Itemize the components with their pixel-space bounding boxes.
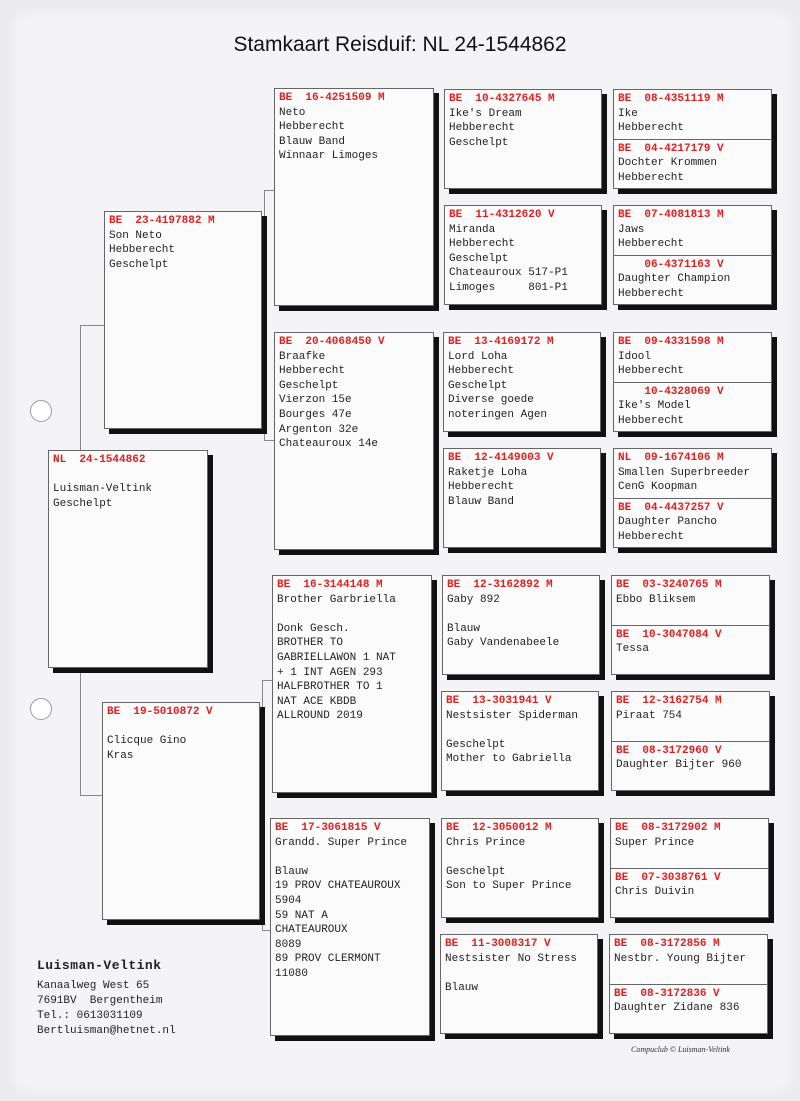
pigeon-info-line: ALLROUND 2019 [277,710,363,723]
pigeon-info-line: 59 NAT A [275,909,328,922]
pigeon-info-line: Chris Duivin [615,886,695,899]
gg-grandparent-pair-card [613,89,772,189]
pigeon-info-line: Hebberecht [618,365,685,378]
pigeon-info-line: Brother Garbriella [277,593,396,606]
ring-number: BE 04-4437257 V [618,501,724,514]
dam-section [614,255,771,302]
ring-number: 10-4328069 V [618,385,724,398]
pigeon-info-line: Blauw Band [448,495,515,508]
ring-number: BE 08-3172836 V [614,987,720,1000]
gg-grandparent-pair-card [613,205,772,305]
pigeon-info-line: Ike [618,107,638,120]
pigeon-info-line [616,607,765,622]
ring-number: NL 09-1674106 M [618,452,724,464]
pigeon-info-line: Daughter Zidane 836 [614,1002,740,1015]
pigeon-info-line: Hebberecht [618,414,685,427]
pigeon-info-line: Chateauroux 517-P1 [449,267,568,280]
pigeon-info-line: Argenton 32e [279,423,359,436]
ring-number: BE 09-4331598 M [618,336,724,348]
pigeon-info-line: Ike's Dream [449,107,522,120]
pigeon-info-line: noteringen Agen [448,408,548,421]
connector-line [262,680,263,930]
pigeon-info-line: Hebberecht [279,121,346,134]
pigeon-info-line: Hebberecht [449,238,516,251]
ring-number: BE 08-3172960 V [616,744,722,757]
pigeon-info-line: Hebberecht [618,122,685,135]
pigeon-info-line: Son to Super Prince [446,880,572,893]
pigeon-info-line: 11080 [275,967,309,980]
pigeon-info-line: CenG Koopman [618,481,698,494]
ring-number: BE 11-3008317 V [445,938,551,950]
owner-block [37,958,176,1039]
pigeon-info-line: Hebberecht [448,481,515,494]
pigeon-info-line: Clicque Gino [107,735,187,748]
pigeon-info-line: Dochter Krommen [618,157,718,170]
ring-number: BE 11-4312620 V [449,209,555,221]
pigeon-info-line: Donk Gesch. [277,622,350,635]
great-grandparent-card [440,934,598,1034]
pigeon-info-line: Geschelpt [279,379,339,392]
ring-number: BE 07-3038761 V [615,871,721,884]
ring-number: BE 17-3061815 V [275,822,381,834]
pigeon-info-line: Jaws [618,223,645,236]
owner-name: Luisman-Veltink [37,958,162,973]
connector-line [264,190,265,440]
credit-text: Compuclub © Luisman-Veltink [631,1045,730,1054]
pigeon-info-line: Winnaar Limoges [279,150,379,163]
grandparent-card [270,818,430,1036]
gg-grandparent-pair-card [613,448,772,548]
ring-number: BE 13-3031941 V [446,695,552,707]
ring-number: BE 12-4149003 V [448,452,554,464]
owner-email: Bertluisman@hetnet.nl [37,1025,176,1037]
pigeon-info-line [614,966,763,981]
gg-grandparent-pair-card [609,934,768,1034]
pigeon-info-line [446,723,594,738]
great-grandparent-card [442,575,600,675]
pigeon-info-line: Lord Loha [448,350,508,363]
pigeon-info-line: Hebberecht [618,287,685,300]
connector-line [80,669,81,795]
pigeon-info-line [53,468,203,483]
dam-section [610,984,767,1016]
pigeon-info-line: Tessa [616,643,650,656]
pigeon-info-line: Ike's Model [618,400,691,413]
connector-line [264,190,274,191]
pigeon-info-line: Hebberecht [618,238,685,251]
pigeon-info-line: Limoges 801-P1 [449,281,568,294]
pigeon-info-line [277,607,427,622]
pigeon-info-line: Neto [279,106,306,119]
grandparent-card [274,332,434,550]
pigeon-info-line: Nestbr. Young Bijter [614,952,747,965]
pigeon-info-line: Blauw [275,865,309,878]
ring-number: BE 10-3047084 V [616,628,722,641]
pigeon-info-line: 89 PROV CLERMONT [275,953,381,966]
owner-street: Kanaalweg West 65 [37,980,150,992]
connector-line [80,325,104,326]
punch-hole [30,400,52,422]
ring-number: BE 12-3050012 M [446,822,552,834]
pigeon-info-line: GABRIELLAWON 1 NAT [277,651,396,664]
pigeon-info-line: HALFBROTHER TO 1 [277,681,383,694]
ring-number: BE 12-3162892 M [447,579,553,591]
pigeon-info-line: Son Neto [109,229,162,242]
dam-section [612,625,769,657]
pigeon-info-line: Hebberecht [448,365,515,378]
pigeon-info-line: Blauw Band [279,135,346,148]
pigeon-info-line: Super Prince [615,836,695,849]
grandparent-card [274,88,434,306]
pigeon-info-line: Bourges 47e [279,408,352,421]
pigeon-info-line [447,607,595,622]
subject-card [48,450,208,668]
pigeon-info-line: Geschelpt [446,738,506,751]
pigeon-info-line: Geschelpt [449,136,509,149]
dam-section [614,498,771,545]
gg-grandparent-pair-card [610,818,769,918]
ring-number: BE 16-3144148 M [277,579,383,591]
ring-number: BE 08-3172856 M [614,938,720,950]
connector-line [264,440,274,441]
pigeon-info-line: Braafke [279,350,326,363]
pigeon-info-line [275,850,425,865]
pigeon-info-line: Hebberecht [109,244,176,257]
pigeon-info-line: NAT ACE KBDB [277,695,357,708]
pigeon-info-line: Blauw [445,981,479,994]
gg-grandparent-pair-card [611,691,770,791]
pigeon-info-line: Miranda [449,223,496,236]
pigeon-info-line: Gaby Vandenabeele [447,637,560,650]
ring-number: BE 20-4068450 V [279,336,385,348]
page-title: Stamkaart Reisduif: NL 24-1544862 [233,33,567,56]
pigeon-info-line: Geschelpt [53,497,113,510]
dam-section [614,139,771,186]
pigeon-info-line: + 1 INT AGEN 293 [277,666,383,679]
pigeon-info-line: Chris Prince [446,836,526,849]
pigeon-info-line: CHATEAUROUX [275,924,348,937]
pigeon-info-line: Geschelpt [449,252,509,265]
connector-line [262,680,272,681]
ring-number: BE 03-3240765 M [616,579,722,591]
pigeon-info-line [616,723,765,738]
ring-number: BE 08-4351119 M [618,93,724,105]
pigeon-info-line: Piraat 754 [616,709,683,722]
ring-number: BE 19-5010872 V [107,706,213,718]
punch-hole [30,698,52,720]
pigeon-info-line: Daughter Pancho [618,516,718,529]
pigeon-info-line: Hebberecht [449,122,516,135]
pigeon-info-line [107,720,255,735]
ring-number: BE 12-3162754 M [616,695,722,707]
pigeon-info-line: Hebberecht [279,365,346,378]
sire-card [104,211,262,429]
great-grandparent-card [444,205,602,305]
ring-number: BE 13-4169172 M [448,336,554,348]
pigeon-info-line: Geschelpt [446,865,506,878]
pigeon-info-line: Diverse goede [448,394,534,407]
pigeon-info-line: Idool [618,350,652,363]
pigeon-info-line: Geschelpt [448,379,508,392]
ring-number: BE 04-4217179 V [618,142,724,155]
pigeon-info-line: Grandd. Super Prince [275,836,408,849]
pigeon-info-line [446,850,594,865]
pigeon-info-line: Gaby 892 [447,593,500,606]
ring-number: BE 16-4251509 M [279,92,385,104]
ring-number: BE 08-3172902 M [615,822,721,834]
pigeon-info-line [445,966,593,981]
pigeon-info-line: 5904 [275,894,302,907]
pigeon-info-line: BROTHER TO [277,637,344,650]
pigeon-info-line [615,850,764,865]
dam-section [611,868,768,900]
connector-line [80,325,81,451]
dam-section [612,741,769,773]
ring-number: BE 07-4081813 M [618,209,724,221]
pigeon-info-line: Chateauroux 14e [279,438,379,451]
ring-number: BE 23-4197882 M [109,215,215,227]
pigeon-info-line: Daughter Champion [618,273,731,286]
owner-city: 7691BV Bergentheim [37,995,163,1007]
great-grandparent-card [444,89,602,189]
dam-section [614,382,771,429]
pigeon-info-line: Vierzon 15e [279,394,352,407]
great-grandparent-card [443,332,601,432]
pigeon-info-line: Mother to Gabriella [446,753,572,766]
pigeon-info-line: Daughter Bijter 960 [616,759,742,772]
great-grandparent-card [441,818,599,918]
gg-grandparent-pair-card [613,332,772,432]
pigeon-info-line: Geschelpt [109,258,169,271]
ring-number: BE 10-4327645 M [449,93,555,105]
grandparent-card [272,575,432,793]
pigeon-info-line: Nestsister No Stress [445,952,578,965]
pigeon-info-line: 19 PROV CHATEAUROUX [275,880,401,893]
pigeon-info-line: 8089 [275,938,302,951]
pigeon-info-line: Kras [107,749,134,762]
pigeon-info-line: Hebberecht [618,530,685,543]
pigeon-info-line: Raketje Loha [448,466,528,479]
ring-number: 06-4371163 V [618,258,724,271]
connector-line [80,795,102,796]
great-grandparent-card [443,448,601,548]
gg-grandparent-pair-card [611,575,770,675]
pigeon-info-line: Blauw [447,622,481,635]
pigeon-info-line: Ebbo Bliksem [616,593,696,606]
pigeon-info-line: Nestsister Spiderman [446,709,579,722]
pigeon-info-line: Hebberecht [618,171,685,184]
pigeon-info-line: Luisman-Veltink [53,483,153,496]
great-grandparent-card [441,691,599,791]
dam-card [102,702,260,920]
owner-phone: Tel.: 0613031109 [37,1010,143,1022]
pigeon-info-line: Smallen Superbreeder [618,466,751,479]
ring-number: NL 24-1544862 [53,454,146,466]
